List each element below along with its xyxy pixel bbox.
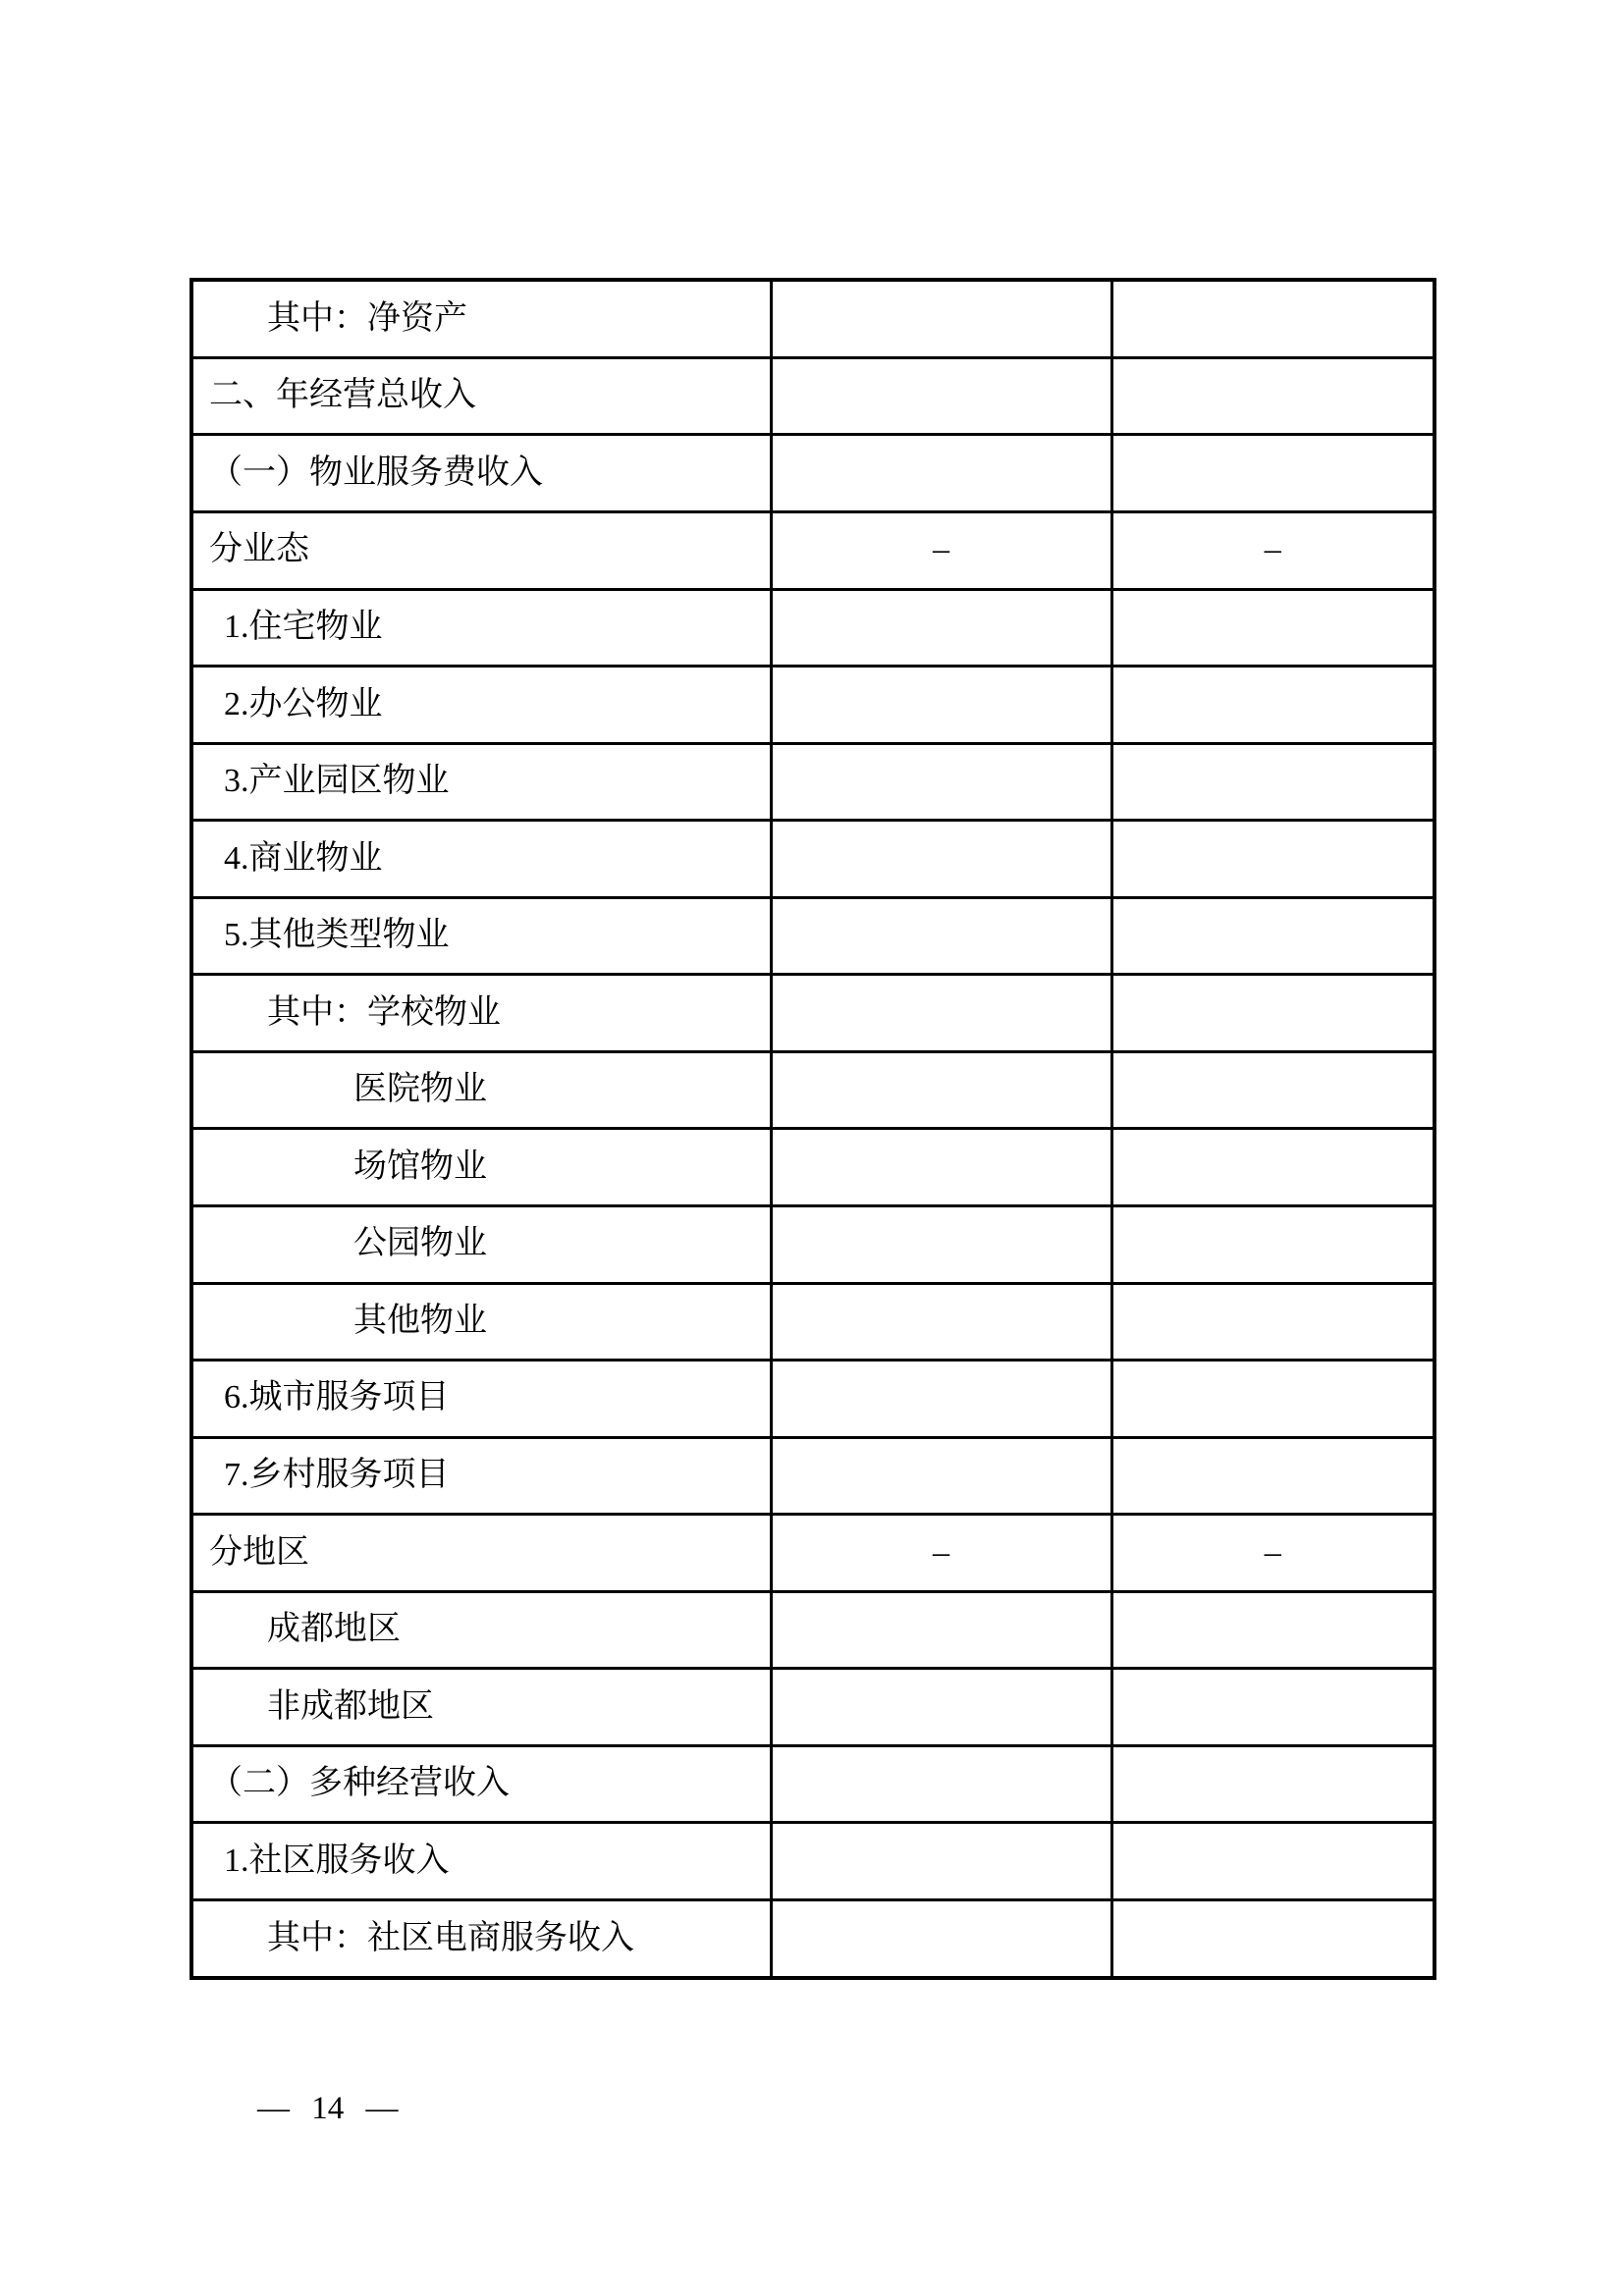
row-value-previous	[1111, 357, 1435, 435]
row-value-previous	[1111, 1669, 1435, 1746]
row-value-previous	[1111, 1899, 1435, 1978]
row-label: 其中：学校物业	[191, 975, 771, 1052]
row-value-previous	[1111, 280, 1435, 357]
row-label: 分地区	[191, 1515, 771, 1592]
row-value-current	[771, 589, 1111, 667]
row-value-current	[771, 1437, 1111, 1515]
table-row	[191, 1823, 1435, 1900]
table-row	[191, 1283, 1435, 1361]
row-value-current: –	[771, 512, 1111, 590]
page-number: — 14 —	[257, 2091, 399, 2126]
row-value-previous	[1111, 897, 1435, 975]
row-label: 成都地区	[191, 1591, 771, 1669]
row-label: 1.住宅物业	[191, 589, 771, 667]
table-row	[191, 1591, 1435, 1669]
row-label: 其中：社区电商服务收入	[191, 1899, 771, 1978]
row-label: 4.商业物业	[191, 821, 771, 898]
row-value-current	[771, 1591, 1111, 1669]
table-row	[191, 821, 1435, 898]
row-value-previous	[1111, 1823, 1435, 1900]
table-row	[191, 589, 1435, 667]
financial-report-table	[189, 278, 1436, 1980]
row-value-previous: –	[1111, 512, 1435, 590]
table-row	[191, 280, 1435, 357]
row-label: 其中：净资产	[191, 280, 771, 357]
table-row	[191, 1205, 1435, 1283]
row-value-current	[771, 1669, 1111, 1746]
row-label: 分业态	[191, 512, 771, 590]
row-value-current	[771, 975, 1111, 1052]
row-label: 1.社区服务收入	[191, 1823, 771, 1900]
row-label: 公园物业	[191, 1205, 771, 1283]
row-value-current	[771, 1129, 1111, 1206]
row-value-current	[771, 821, 1111, 898]
table-row	[191, 1745, 1435, 1823]
table-row	[191, 975, 1435, 1052]
row-value-current	[771, 1051, 1111, 1129]
row-value-previous	[1111, 1361, 1435, 1438]
row-value-previous	[1111, 1745, 1435, 1823]
table-row	[191, 435, 1435, 512]
row-label: 场馆物业	[191, 1129, 771, 1206]
row-value-previous	[1111, 589, 1435, 667]
row-value-current	[771, 357, 1111, 435]
table-row	[191, 1129, 1435, 1206]
row-label: 5.其他类型物业	[191, 897, 771, 975]
row-value-current	[771, 280, 1111, 357]
row-value-previous: –	[1111, 1515, 1435, 1592]
row-value-previous	[1111, 1205, 1435, 1283]
row-label: 非成都地区	[191, 1669, 771, 1746]
row-value-previous	[1111, 1051, 1435, 1129]
row-value-previous	[1111, 667, 1435, 744]
row-value-previous	[1111, 1129, 1435, 1206]
row-value-current	[771, 1283, 1111, 1361]
table-row	[191, 1515, 1435, 1592]
row-label: （二）多种经营收入	[191, 1745, 771, 1823]
report-table-body	[191, 280, 1435, 1978]
row-value-current	[771, 1899, 1111, 1978]
row-value-previous	[1111, 1437, 1435, 1515]
row-label: 2.办公物业	[191, 667, 771, 744]
table-row	[191, 667, 1435, 744]
row-value-previous	[1111, 743, 1435, 821]
table-row	[191, 1669, 1435, 1746]
table-row	[191, 512, 1435, 590]
row-value-current	[771, 1745, 1111, 1823]
row-value-previous	[1111, 1283, 1435, 1361]
row-label: 3.产业园区物业	[191, 743, 771, 821]
row-label: 其他物业	[191, 1283, 771, 1361]
row-label: （一）物业服务费收入	[191, 435, 771, 512]
table-row	[191, 897, 1435, 975]
row-value-previous	[1111, 821, 1435, 898]
row-value-current: –	[771, 1515, 1111, 1592]
table-row	[191, 1051, 1435, 1129]
row-value-previous	[1111, 1591, 1435, 1669]
table-row	[191, 1437, 1435, 1515]
row-value-previous	[1111, 435, 1435, 512]
table-row	[191, 743, 1435, 821]
row-value-previous	[1111, 975, 1435, 1052]
row-value-current	[771, 1361, 1111, 1438]
row-value-current	[771, 897, 1111, 975]
table-row	[191, 1899, 1435, 1978]
row-label: 医院物业	[191, 1051, 771, 1129]
table-row	[191, 357, 1435, 435]
row-label: 7.乡村服务项目	[191, 1437, 771, 1515]
row-value-current	[771, 743, 1111, 821]
row-label: 二、年经营总收入	[191, 357, 771, 435]
table-row	[191, 1361, 1435, 1438]
row-value-current	[771, 435, 1111, 512]
row-value-current	[771, 1205, 1111, 1283]
row-value-current	[771, 667, 1111, 744]
row-label: 6.城市服务项目	[191, 1361, 771, 1438]
row-value-current	[771, 1823, 1111, 1900]
